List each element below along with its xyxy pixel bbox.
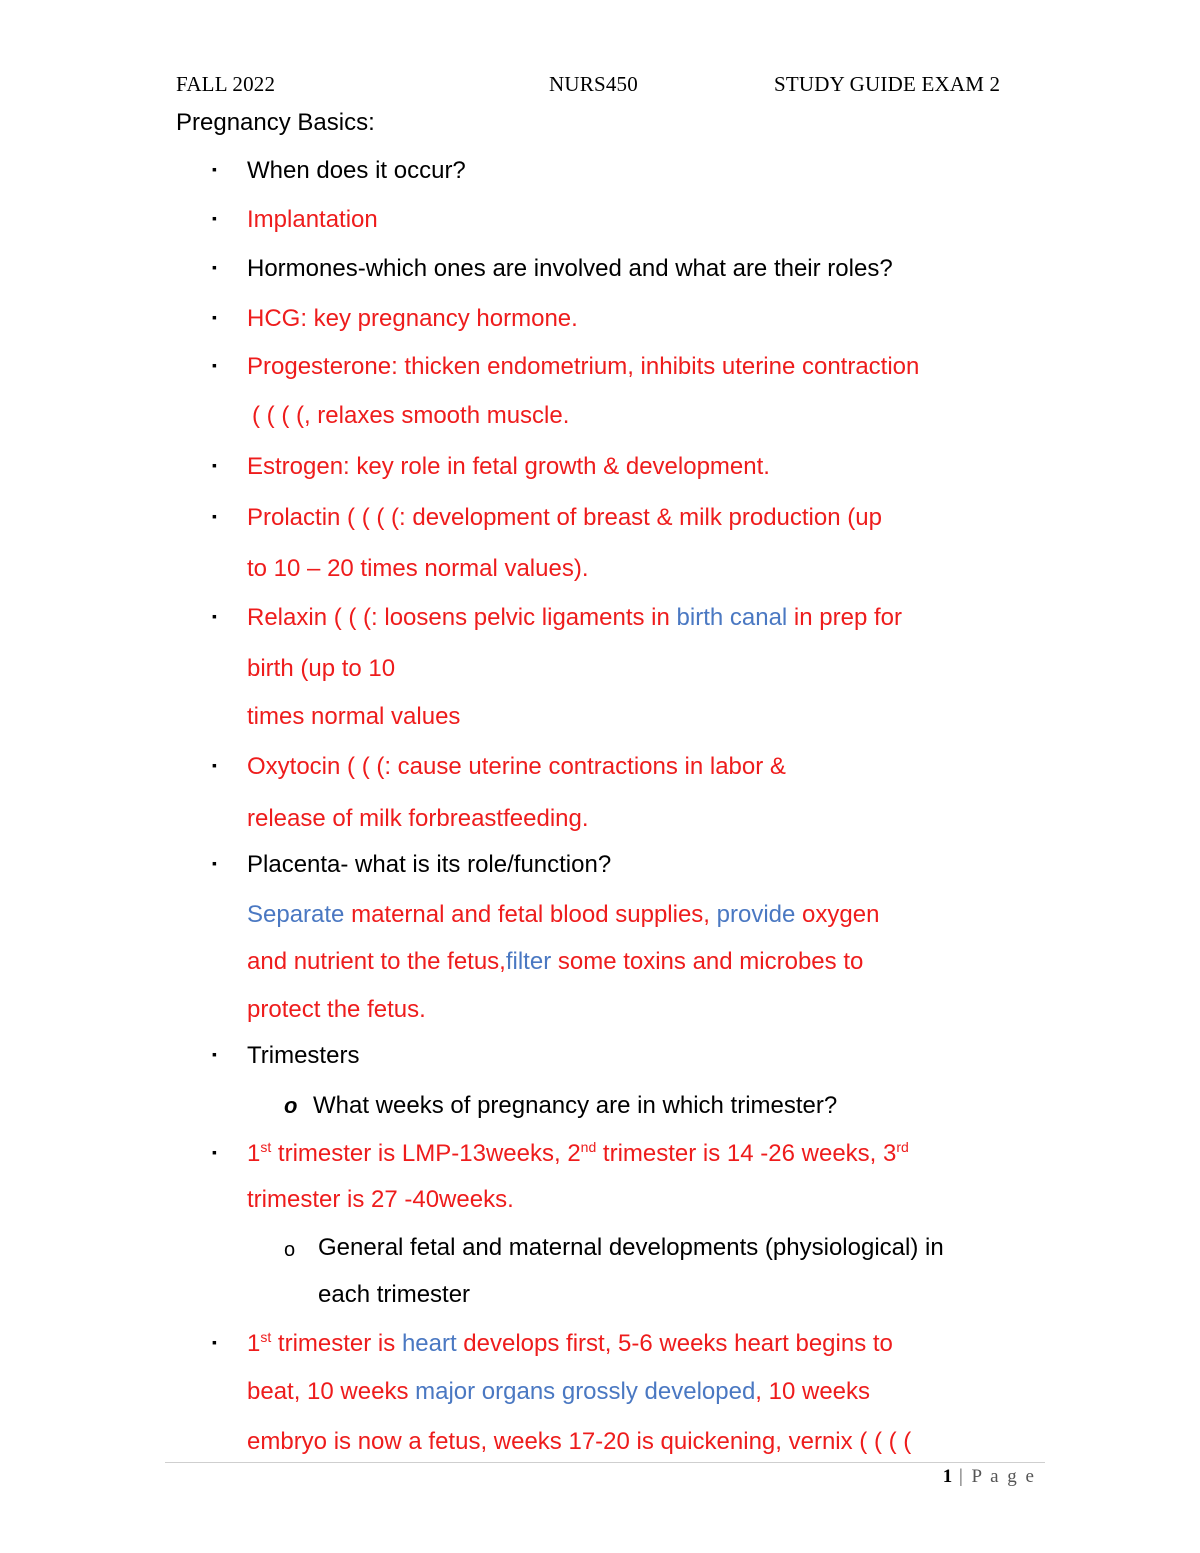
placenta-answer-line1: Separate maternal and fetal blood supplies, provide oxygen: [247, 901, 880, 928]
sub-item-general-dev-line1: General fetal and maternal developments (physiological) in: [318, 1234, 944, 1261]
list-item-trimesters: Trimesters: [247, 1042, 360, 1069]
list-item-placenta-question: Placenta- what is its role/function?: [247, 851, 612, 878]
header-title: STUDY GUIDE EXAM 2: [774, 72, 1001, 96]
list-item-oxytocin-line1: Oxytocin ( ( (: cause uterine contractions in labor &: [247, 753, 786, 780]
sub-item-general-dev-line2: each trimester: [318, 1281, 471, 1308]
list-item-first-trimester-line3: embryo is now a fetus, weeks 17-20 is quickening, vernix ( ( ( (: [247, 1428, 912, 1455]
bullet-icon: ▪: [212, 510, 217, 525]
relaxin-text-a: Relaxin ( ( (: loosens pelvic ligaments in: [247, 604, 677, 631]
list-item-first-trimester-line2: beat, 10 weeks major organs grossly developed, 10 weeks: [247, 1378, 871, 1405]
list-item-implantation: Implantation: [247, 206, 378, 233]
list-item-relaxin-line1: [247, 603, 902, 633]
sub-bullet-icon: o: [284, 1093, 298, 1118]
list-item-when: When does it occur?: [247, 157, 466, 184]
footer-divider: [165, 1462, 1045, 1463]
bullet-icon: ▪: [212, 1146, 217, 1161]
list-item-prolactin-line2: to 10 – 20 times normal values).: [247, 555, 589, 582]
bullet-icon: ▪: [212, 212, 217, 227]
sub-item-weeks-question: What weeks of pregnancy are in which trimester?: [313, 1092, 838, 1119]
bullet-icon: ▪: [212, 1336, 217, 1351]
list-item-first-trimester-line1: 1st trimester is heart develops first, 5-6 weeks heart begins to: [247, 1329, 893, 1357]
bullet-icon: ▪: [212, 261, 217, 276]
bullet-icon: ▪: [212, 459, 217, 474]
bullet-icon: ▪: [212, 759, 217, 774]
list-item-estrogen: Estrogen: key role in fetal growth & development.: [247, 453, 770, 480]
list-item-hormones-question: Hormones-which ones are involved and what are their roles?: [247, 255, 893, 282]
bullet-icon: ▪: [212, 857, 217, 872]
relaxin-text-c: in prep for: [787, 604, 902, 631]
header-course: NURS450: [549, 72, 638, 96]
placenta-answer-line3: protect the fetus.: [247, 996, 426, 1023]
list-item-hcg: HCG: key pregnancy hormone.: [247, 305, 578, 332]
list-item-trimester-weeks-line1: 1st trimester is LMP-13weeks, 2nd trimester is 14 -26 weeks, 3rd: [247, 1139, 909, 1167]
page-footer: 1 | P a g e: [942, 1466, 1036, 1487]
list-item-oxytocin-line2: release of milk forbreastfeeding.: [247, 805, 589, 832]
page-number: 1: [942, 1466, 953, 1487]
bullet-icon: ▪: [212, 311, 217, 326]
bullet-icon: ▪: [212, 1048, 217, 1063]
page-label: P a g e: [971, 1466, 1036, 1487]
bullet-icon: ▪: [212, 163, 217, 178]
header-term: FALL 2022: [176, 72, 276, 96]
sub-bullet-icon: o: [284, 1239, 296, 1261]
list-item-relaxin-line2: birth (up to 10: [247, 655, 396, 682]
list-item-prolactin-line1: Prolactin ( ( ( (: development of breast & milk production (up: [247, 504, 882, 531]
list-item-trimester-weeks-line2: trimester is 27 -40weeks.: [247, 1186, 514, 1213]
section-title: Pregnancy Basics:: [176, 109, 375, 136]
list-item-progesterone-line2: ( ( ( (, relaxes smooth muscle.: [252, 402, 570, 429]
list-item-relaxin-line3: times normal values: [247, 703, 461, 730]
list-item-progesterone-line1: Progesterone: thicken endometrium, inhibits uterine contraction: [247, 353, 920, 380]
relaxin-text-birth-canal: birth canal: [676, 604, 788, 631]
bullet-icon: ▪: [212, 610, 217, 625]
bullet-icon: ▪: [212, 359, 217, 374]
placenta-answer-line2: and nutrient to the fetus,filter some toxins and microbes to: [247, 948, 864, 975]
